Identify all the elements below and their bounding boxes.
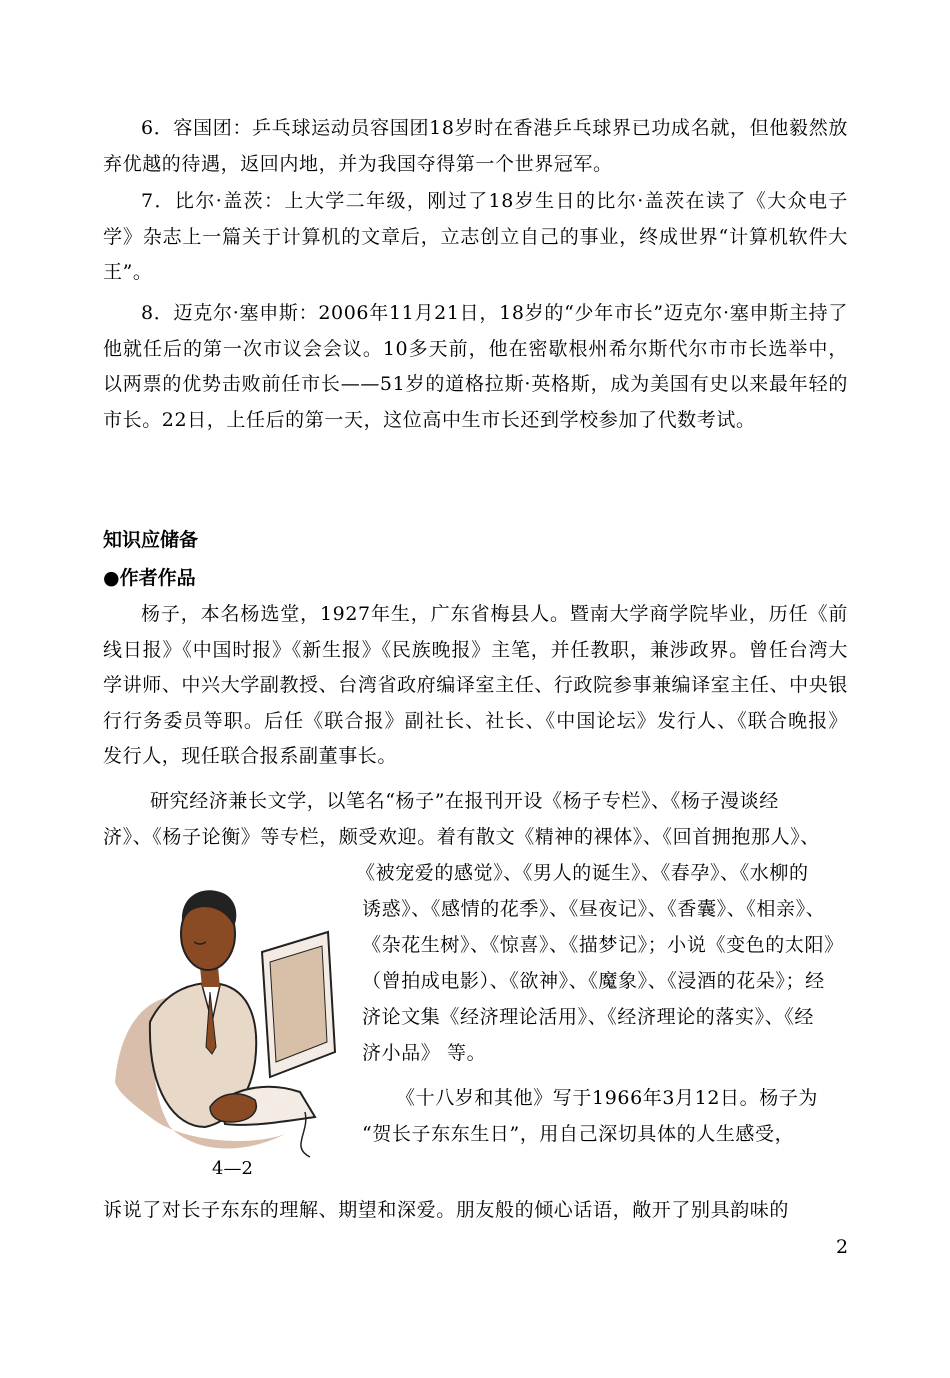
works-line-4: 诱惑》、《感情的花季》、《昼夜记》、《香囊》、《相亲》、: [362, 898, 826, 920]
paragraph-michael-sessions: 8．迈克尔·塞申斯：2006年11月21日，18岁的“少年市长”迈克尔·塞申斯主持了他就任后的第一次市议会会议。10多天前，他在密歇根州希尔斯代尔市市长选举中，以两票的优势击败前任市长——51岁的道格拉斯·英格斯，成为美国有史以来最年轻的市长。22日，上任后的第一天，这位高中生市长还到学校参加了代数考试。: [103, 302, 848, 431]
page-number: 2: [836, 1236, 849, 1258]
works-line-10: “贺长子东东生日”，用自己深切具体的人生感受，: [362, 1123, 795, 1145]
works-line-8: 济小品》 等。: [362, 1042, 487, 1064]
works-line-9: 《十八岁和其他》写于1966年3月12日。杨子为: [396, 1087, 819, 1109]
section-title: 知识应储备: [103, 529, 199, 551]
works-line-5: 《杂花生树》、《惊喜》、《描梦记》；小说《变色的太阳》: [362, 934, 844, 956]
man-at-computer-illustration: [110, 872, 340, 1162]
works-line-1: 研究经济兼长文学，以笔名“杨子”在报刊开设《杨子专栏》、《杨子漫谈经: [150, 790, 779, 812]
works-line-11: 诉说了对长子东东的理解、期望和深爱。朋友般的倾心话语，敞开了别具韵味的: [103, 1199, 790, 1221]
works-line-3: 《被宠爱的感觉》、《男人的诞生》、《春孕》、《水柳的: [356, 862, 809, 884]
works-line-2: 济》、《杨子论衡》等专栏，颇受欢迎。着有散文《精神的裸体》、《回首拥抱那人》、: [103, 826, 820, 848]
works-line-6: （曾拍成电影）、《欲神》、《魔象》、《浸酒的花朵》；经: [362, 970, 825, 992]
subsection-title: ●作者作品: [103, 567, 196, 589]
works-line-7: 济论文集《经济理论活用》、《经济理论的落实》、《经: [362, 1006, 815, 1028]
figure-caption: 4—2: [212, 1158, 253, 1179]
paragraph-rong-guotuan: 6．容国团：乒乓球运动员容国团18岁时在香港乒乓球界已功成名就，但他毅然放弃优越的待遇，返回内地，并为我国夺得第一个世界冠军。: [103, 117, 848, 175]
paragraph-bill-gates: 7．比尔·盖茨：上大学二年级，刚过了18岁生日的比尔·盖茨在读了《大众电子学》杂志上一篇关于计算机的文章后，立志创立自己的事业，终成世界“计算机软件大王”。: [103, 190, 848, 283]
paragraph-author-bio: 杨子，本名杨选堂，1927年生，广东省梅县人。暨南大学商学院毕业，历任《前线日报》《中国时报》《新生报》《民族晚报》主笔，并任教职，兼涉政界。曾任台湾大学讲师、中兴大学副教授、台湾省政府编译室主任、行政院参事兼编译室主任、中央银行行务委员等职。后任《联合报》副社长、社长、《中国论坛》发行人、《联合晚报》发行人，现任联合报系副董事长。: [103, 603, 848, 767]
